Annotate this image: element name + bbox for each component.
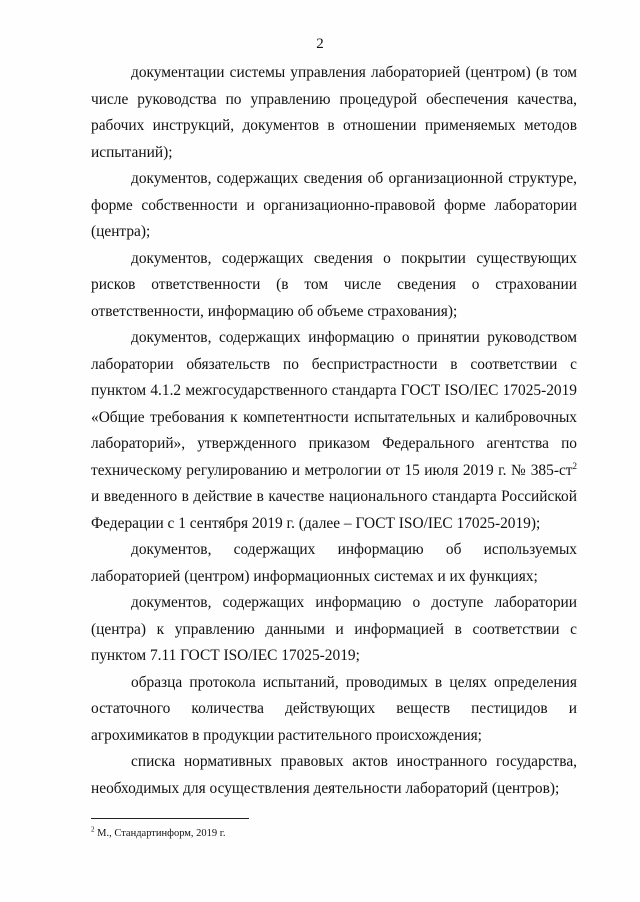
impartiality-text-after: и введенного в действие в качестве национального стандарта Российской Федерации с 1 сентября 2019 г. (далее – ГОСТ ISO/IEC 17025-2019);	[91, 488, 577, 532]
impartiality-text-before: документов, содержащих информацию о принятии руководством лаборатории обязательств по беспристрастности в соответствии с пунктом 4.1.2 межгосударственного стандарта ГОСТ ISO/IEC 17025-2019 «Общие требования к компетентности испытательных и калибровочных лабораторий», утвержденного приказом Федерального агентства по техническому регулированию и метрологии от 15 июля 2019 г. № 385-ст	[91, 329, 577, 479]
paragraph-liability-risks: документов, содержащих сведения о покрытии существующих рисков ответственности (в том числе сведения о страховании ответственности, информацию об объеме страхования);	[91, 249, 577, 320]
footnote-marker: 2	[91, 825, 95, 834]
footnote-divider	[91, 818, 249, 819]
paragraph-qms-documentation: документации системы управления лабораторией (центром) (в том числе руководства по управлению процедурой обеспечения качества, рабочих инструкций, документов в отношении применяемых методов испытаний);	[91, 64, 577, 161]
page-number: 2	[316, 36, 324, 52]
paragraph-foreign-legal-acts: списка нормативных правовых актов иностранного государства, необходимых для осуществления деятельности лабораторий (центров);	[91, 753, 577, 797]
footnote-reference: 2	[572, 460, 577, 471]
paragraph-test-report-sample: образца протокола испытаний, проводимых в целях определения остаточного количества действующих веществ пестицидов и агрохимикатов в продукции растительного происхождения;	[91, 673, 577, 744]
paragraph-org-structure: документов, содержащих сведения об организационной структуре, форме собственности и организационно-правовой форме лаборатории (центра);	[91, 170, 577, 240]
paragraph-information-systems: документов, содержащих информацию об используемых лабораторией (центром) информационных системах и их функциях;	[91, 541, 577, 585]
paragraph-data-access: документов, содержащих информацию о доступе лаборатории (центра) к управлению данными и информацией в соответствии с пунктом 7.11 ГОСТ ISO/IEC 17025-2019;	[91, 594, 577, 664]
body-text	[91, 60, 577, 802]
paragraph-impartiality	[91, 325, 577, 537]
footnote-text: М., Стандартинформ, 2019 г.	[94, 828, 226, 839]
footnote	[91, 827, 226, 841]
